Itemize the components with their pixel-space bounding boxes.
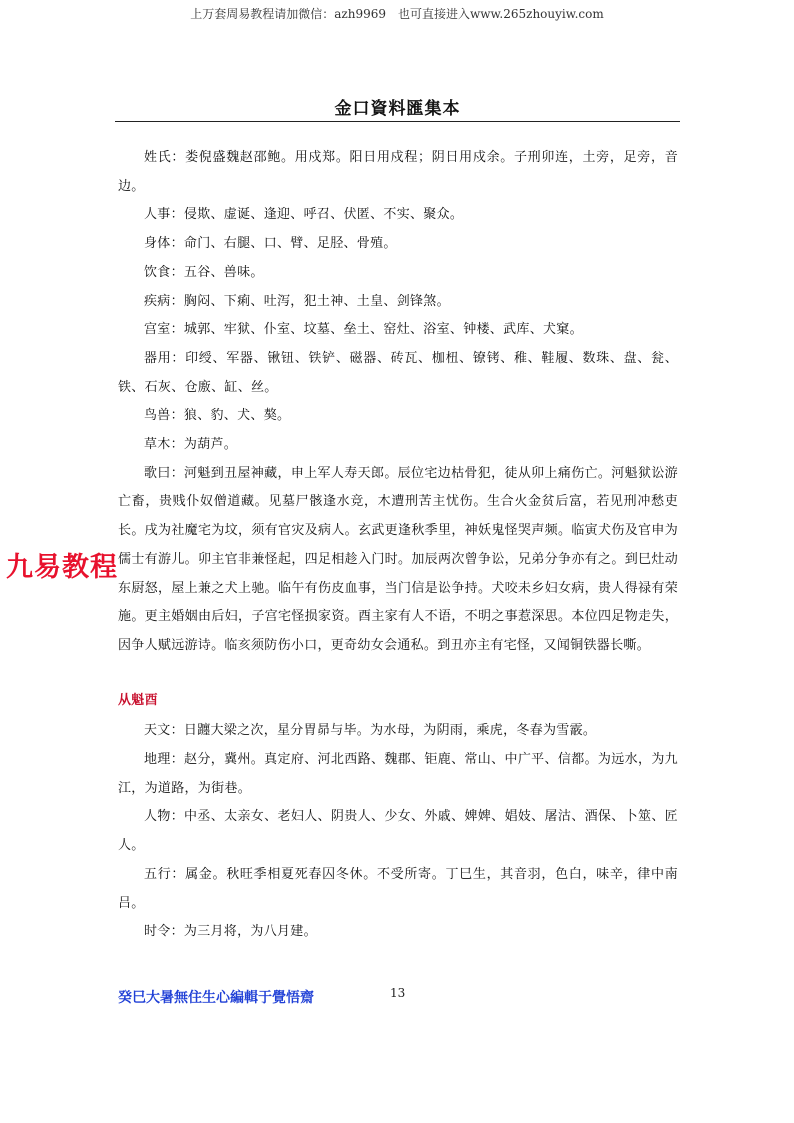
paragraph-geography: 地理：赵分，冀州。真定府、河北西路、魏郡、钜鹿、常山、中广平、信都。为远水，为九江，为道路，为街巷。: [118, 752, 678, 796]
section-heading: 从魁酉: [118, 692, 158, 708]
title-divider: [115, 121, 680, 122]
paragraph-utensils: 器用：印绶、军器、锹钮、铁铲、磁器、砖瓦、枷杻、镣铐、稚、鞋履、数珠、盘、瓮、铁、石灰、仓廒、缸、丝。: [118, 350, 678, 395]
page-number: 13: [390, 986, 406, 1000]
watermark-logo: 九易教程: [6, 552, 118, 583]
paragraph-buildings: 宫室：城郭、牢狱、仆室、坟墓、垒土、窑灶、浴室、钟楼、武库、犬窠。: [144, 322, 583, 338]
paragraph-body: 身体：命门、右腿、口、臂、足胫、骨殖。: [144, 236, 397, 252]
paragraph-surnames: 姓氏：娄倪盛魏赵邵鲍。用戍郑。阳日用戍程；阴日用戍余。子刑卯连，土旁，足旁，音边。: [118, 150, 678, 194]
paragraph-verse: 歌曰：河魁到丑屋神藏，申上军人寿天郎。辰位宅边枯骨犯，徒从卯上痛伤亡。河魁狱讼游亡畜，贵贱仆奴僧道藏。见墓尸骸逢水竞，木遭刑苦主忧伤。生合火金贫后富，若见刑冲愁吏长。戌为社魔宅为坟，须有官灾及病人。玄武更逢秋季里，神妖鬼怪哭声频。临寅犬伤及官申为儒士有游儿。卯主官非兼怪起，四足相趁入门时。加辰两次曾争讼，兄弟分争亦有之。到巳灶动东厨怒，屋上兼之犬上驰。临午有伤皮血事，当门信是讼争持。犬咬未乡妇女病，贵人得禄有荣施。更主婚姻由后妇，子宫宅怪损家资。酉主家有人不语，不明之事惹深思。本位四足物走失，因争人赋远游诗。临亥须防伤小口，更奇幼女会通私。到丑亦主有宅怪，又闻铜铁器长嘶。: [118, 465, 678, 653]
top-banner: 上万套周易教程请加微信：azh9969 也可直接进入www.265zhouyiw.com: [190, 7, 604, 21]
footer-editor-note: 癸巳大暑無住生心編輯于覺悟齋: [118, 990, 314, 1006]
section-hekui: [118, 144, 678, 661]
paragraph-illness: 疾病：胸闷、下痢、吐泻，犯土神、土皇、剑锋煞。: [144, 293, 450, 309]
paragraph-season: 时令：为三月将，为八月建。: [144, 924, 317, 940]
paragraph-affairs: 人事：侵欺、虚诞、逢迎、呼召、伏匿、不实、聚众。: [144, 207, 464, 223]
paragraph-plants: 草木：为葫芦。: [144, 437, 238, 453]
paragraph-astronomy: 天文：日躔大梁之次，星分胃昴与毕。为水母，为阴雨，乘虎，冬春为雪霰。: [144, 723, 597, 739]
paragraph-five-elements: 五行：属金。秋旺季相夏死春囚冬休。不受所寄。丁巳生，其音羽，色白，味辛，律中南吕。: [118, 866, 678, 911]
section-congkui: [118, 687, 678, 947]
paragraph-food: 饮食：五谷、兽味。: [144, 264, 264, 280]
paragraph-persons: 人物：中丞、太亲女、老妇人、阴贵人、少女、外戚、婢婢、娼妓、屠沽、酒保、卜筮、匠人。: [118, 809, 678, 854]
paragraph-animals: 鸟兽：狼、豹、犬、獒。: [144, 408, 291, 424]
document-title: 金口資料匯集本: [334, 99, 461, 119]
document-body: [118, 144, 678, 947]
